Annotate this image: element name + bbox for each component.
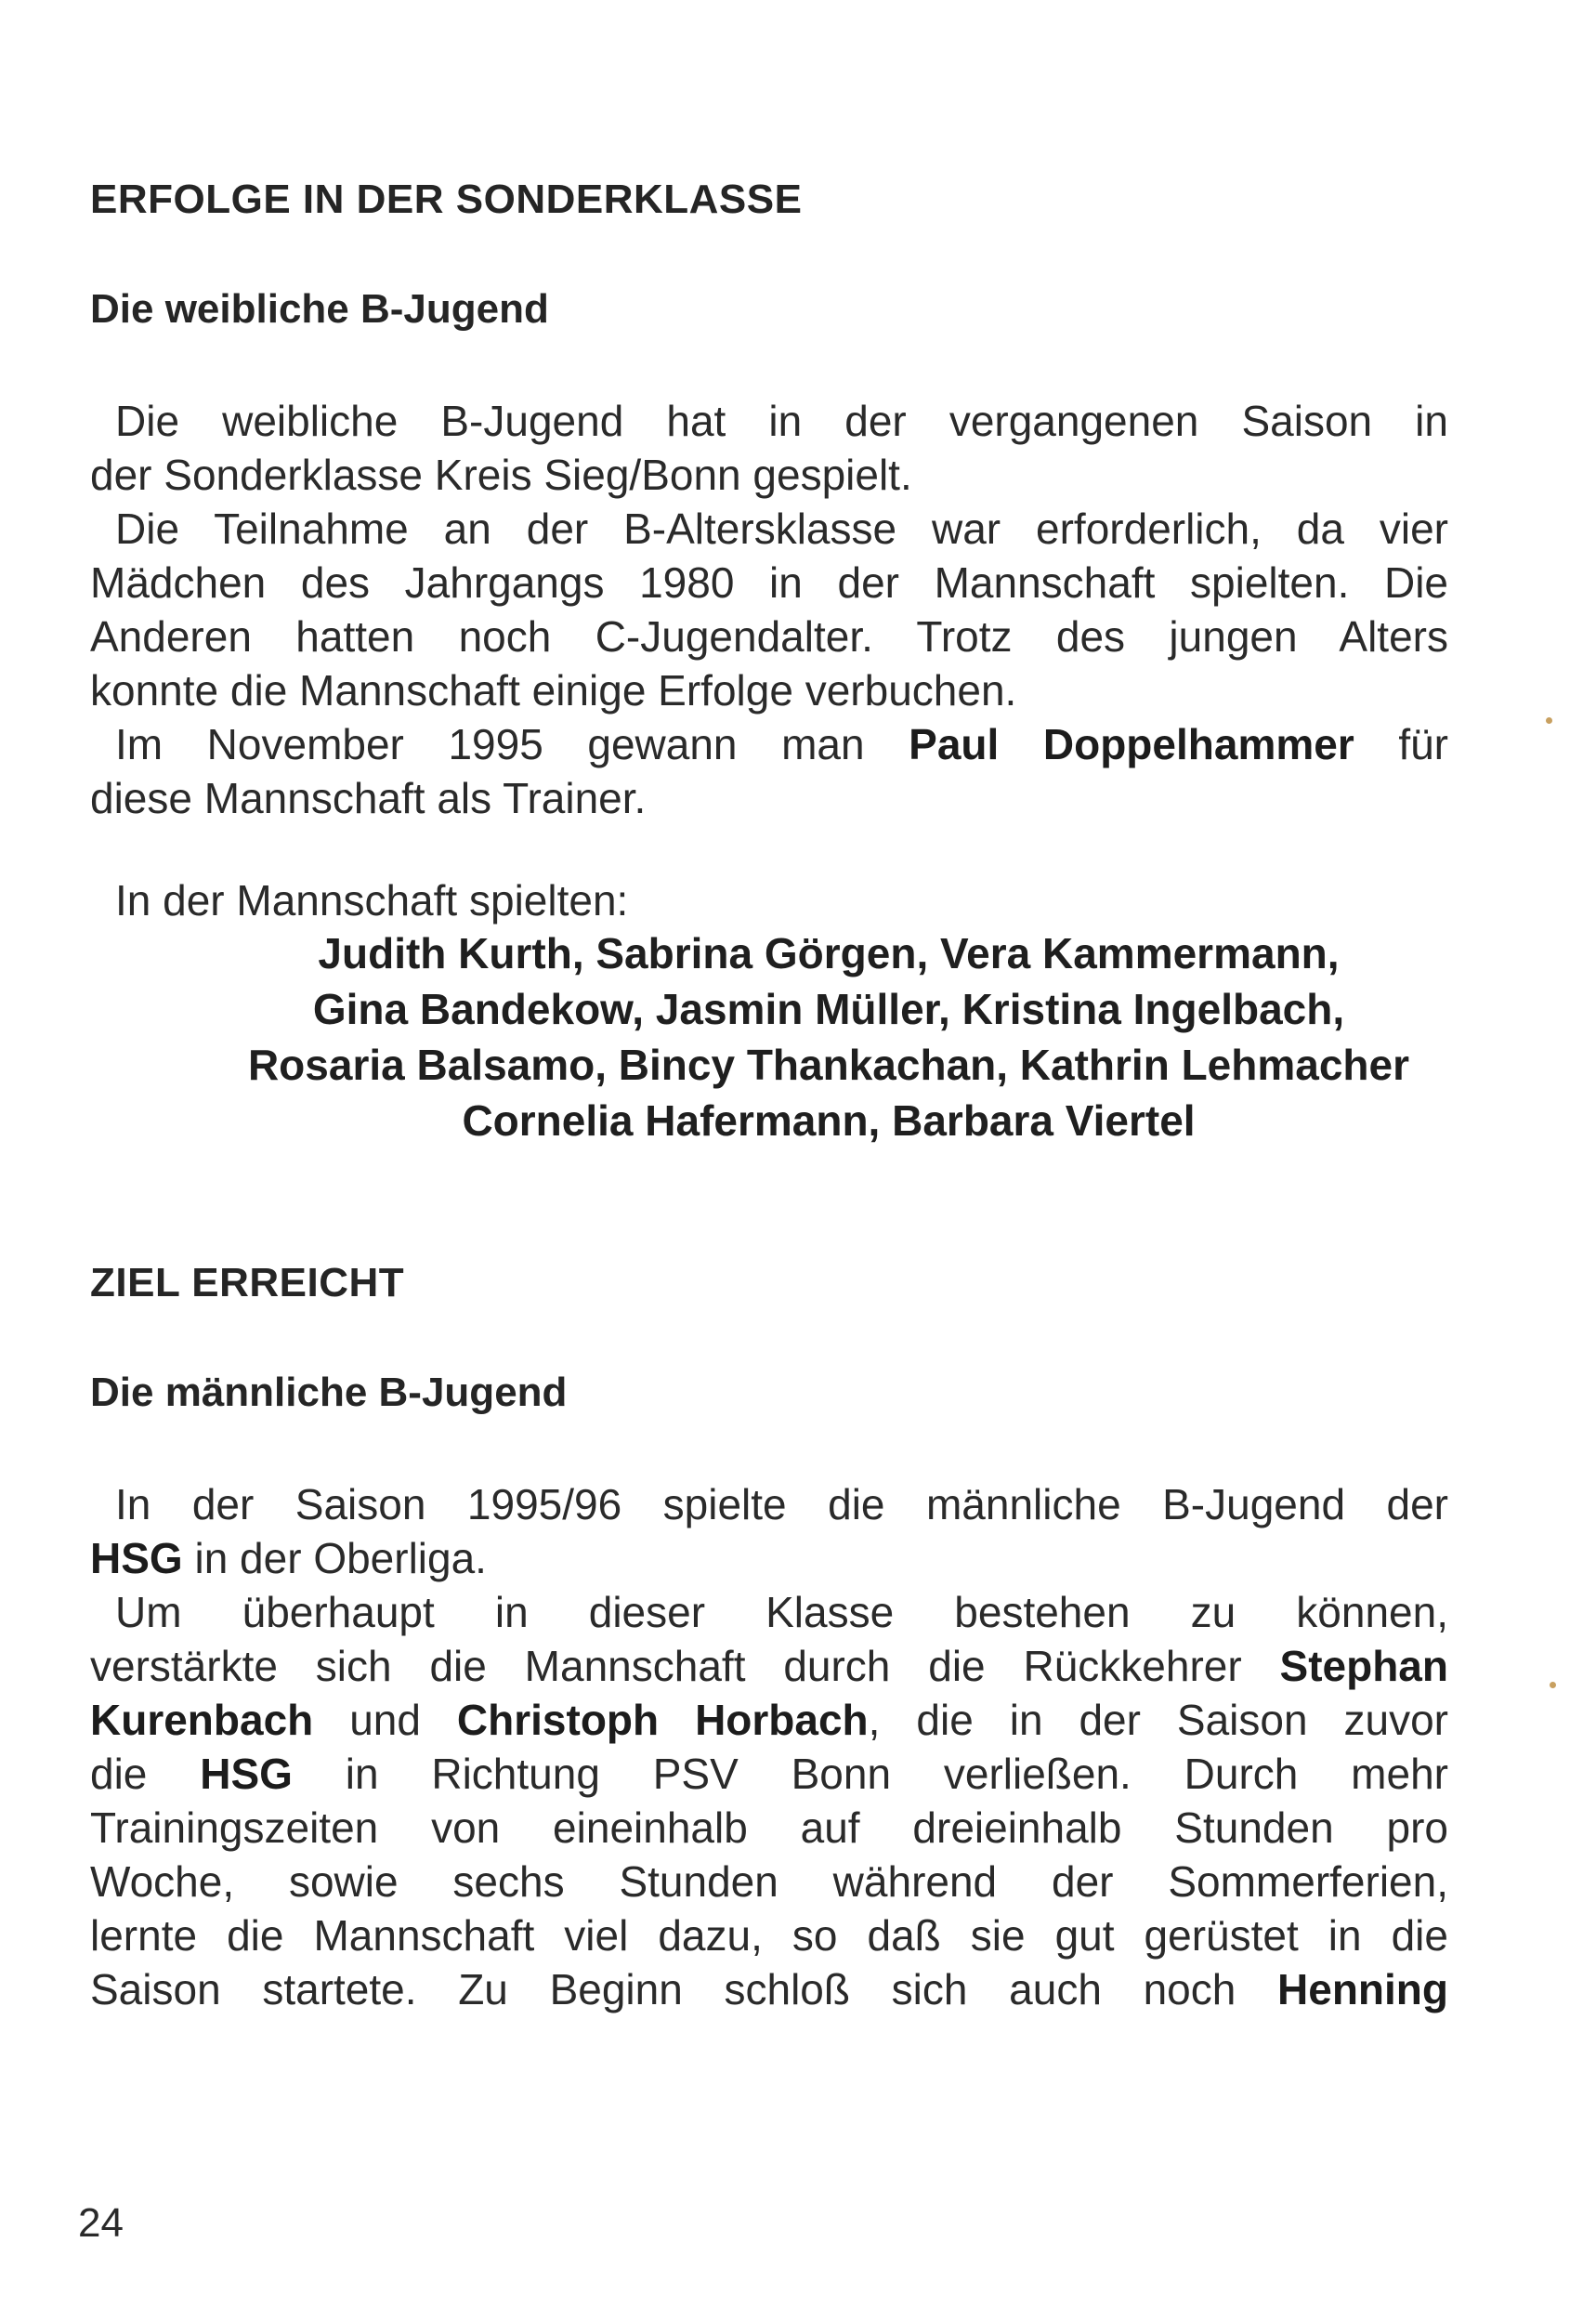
paragraph-line: Im November 1995 gewann man Paul Doppelhammer für <box>115 720 1448 768</box>
section-heading-erfolge: ERFOLGE IN DER SONDERKLASSE <box>90 177 803 222</box>
page-number: 24 <box>78 2200 124 2246</box>
section-heading-ziel-erreicht: ZIEL ERREICHT <box>90 1260 405 1305</box>
paragraph-line: Die weibliche B-Jugend hat in der vergangenen Saison in <box>115 397 1448 445</box>
paragraph-line: Um überhaupt in dieser Klasse bestehen zu können, <box>115 1588 1448 1636</box>
paragraph-line: lernte die Mannschaft viel dazu, so daß sie gut gerüstet in die <box>90 1911 1448 1960</box>
paragraph-line: konnte die Mannschaft einige Erfolge verbuchen. <box>90 666 1017 715</box>
scan-speck <box>1546 717 1552 724</box>
paragraph-line: Trainingszeiten von eineinhalb auf dreieinhalb Stunden pro <box>90 1803 1448 1852</box>
paragraph-line: verstärkte sich die Mannschaft durch die Rückkehrer Stephan <box>90 1642 1448 1690</box>
subheading-maennliche-b-jugend: Die männliche B-Jugend <box>90 1370 568 1415</box>
scan-speck <box>1550 1682 1556 1688</box>
paragraph-line: die HSG in Richtung PSV Bonn verließen. Durch mehr <box>90 1750 1448 1798</box>
paragraph-line: diese Mannschaft als Trainer. <box>90 774 647 822</box>
paragraph-line: In der Saison 1995/96 spielte die männliche B-Jugend der <box>115 1480 1448 1528</box>
paragraph-line: Anderen hatten noch C-Jugendalter. Trotz des jungen Alters <box>90 612 1448 661</box>
player-names-line: Rosaria Balsamo, Bincy Thankachan, Kathrin Lehmacher <box>247 1041 1410 1089</box>
player-names-line: Judith Kurth, Sabrina Görgen, Vera Kammermann, <box>318 929 1340 977</box>
players-intro: In der Mannschaft spielten: <box>115 876 629 925</box>
paragraph-line: Saison startete. Zu Beginn schloß sich auch noch Henning <box>90 1965 1448 2013</box>
subheading-weibliche-b-jugend: Die weibliche B-Jugend <box>90 286 549 332</box>
paragraph-line: Woche, sowie sechs Stunden während der Sommerferien, <box>90 1857 1448 1906</box>
paragraph-line: der Sonderklasse Kreis Sieg/Bonn gespielt. <box>90 451 912 499</box>
paragraph-line: HSG in der Oberliga. <box>90 1534 487 1582</box>
coach-name: Paul Doppelhammer <box>909 720 1354 768</box>
paragraph-line: Die Teilnahme an der B-Altersklasse war erforderlich, da vier <box>115 505 1448 553</box>
player-names-line: Cornelia Hafermann, Barbara Viertel <box>462 1096 1196 1145</box>
player-names-line: Gina Bandekow, Jasmin Müller, Kristina Ingelbach, <box>312 985 1345 1033</box>
paragraph-line: Mädchen des Jahrgangs 1980 in der Mannschaft spielten. Die <box>90 558 1448 607</box>
paragraph-line: Kurenbach und Christoph Horbach, die in der Saison zuvor <box>90 1696 1448 1744</box>
